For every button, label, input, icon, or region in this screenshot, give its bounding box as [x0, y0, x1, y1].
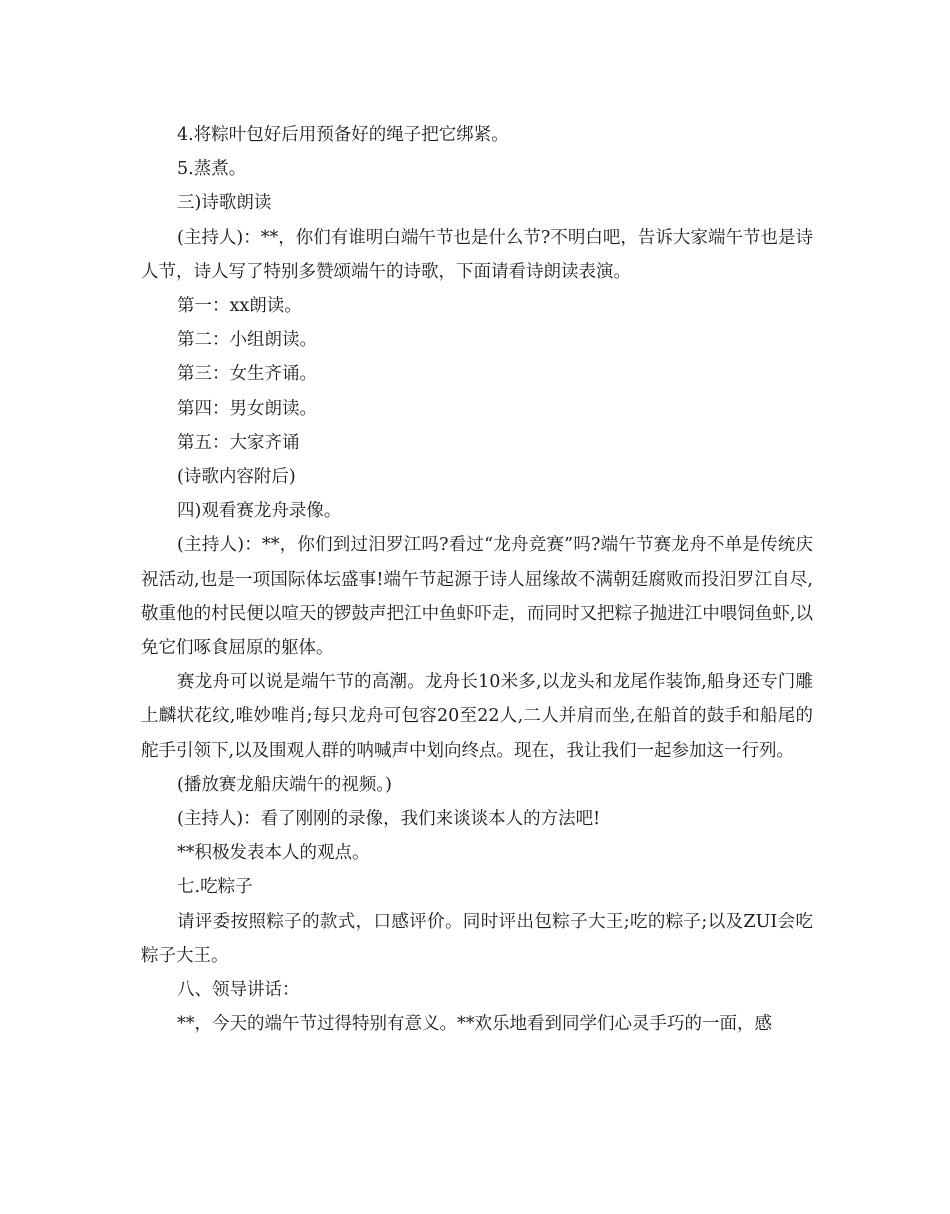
paragraph-host-miluo-river: (主持人)：**，你们到过汨罗江吗?看过“龙舟竞赛”吗?端午节赛龙舟不单是传统庆祝活动,也是一项国际体坛盛事!端午节起源于诗人屈缘故不满朝廷腐败而投汨罗江自尽,敬重他的村民便以喧天的锣鼓声把江中鱼虾吓走，而同时又把粽子抛进江中喂饲鱼虾,以免它们啄食屈原的躯体。	[141, 535, 813, 659]
paragraph-host-discussion: (主持人)：看了刚刚的录像，我们来谈谈本人的方法吧!	[177, 809, 601, 830]
paragraph-host-poet-festival: (主持人)：**，你们有谁明白端午节也是什么节?不明白吧，告诉大家端午节也是诗人节，诗人写了特别多赞颂端午的诗歌，下面请看诗朗读表演。	[141, 227, 813, 282]
reading-item-3: 第三：女生齐诵。	[177, 364, 317, 385]
reading-item-4: 第四：男女朗读。	[177, 398, 317, 419]
reading-item-1: 第一：xx朗读。	[177, 296, 302, 317]
document-body	[141, 118, 813, 1041]
reading-item-5: 第五：大家齐诵	[177, 432, 300, 453]
section-heading-dragon-boat-video: 四)观看赛龙舟录像。	[177, 501, 342, 522]
paragraph-step-4: 4.将粽叶包好后用预备好的绳子把它绑紧。	[177, 125, 509, 145]
paragraph-play-video: (播放赛龙船庆端午的视频。)	[177, 774, 392, 795]
paragraph-judging: 请评委按照粽子的款式，口感评价。同时评出包粽子大王;吃的粽子;以及ZUI会吃粽子大王。	[141, 911, 813, 966]
section-heading-leader-speech: 八、领导讲话：	[177, 980, 300, 1001]
poem-note: (诗歌内容附后)	[177, 467, 296, 488]
reading-item-2: 第二：小组朗读。	[177, 330, 317, 351]
paragraph-step-5: 5.蒸煮。	[177, 159, 247, 180]
paragraph-leader-speech: **，今天的端午节过得特别有意义。**欢乐地看到同学们心灵手巧的一面，感	[177, 1014, 772, 1035]
paragraph-dragon-boat-race: 赛龙舟可以说是端午节的高潮。龙舟长10米多,以龙头和龙尾作装饰,船身还专门雕上麟状花纹,唯妙唯肖;每只龙舟可包容20至22人,二人并肩而坐,在船首的鼓手和船尾的舵手引领下,以及围观人群的呐喊声中划向终点。现在，我让我们一起参加这一行列。	[141, 672, 813, 761]
section-heading-poetry-reading: 三)诗歌朗读	[177, 193, 272, 214]
paragraph-share-views: **积极发表本人的观点。	[177, 843, 370, 864]
section-heading-eat-zongzi: 七.吃粽子	[177, 877, 253, 898]
